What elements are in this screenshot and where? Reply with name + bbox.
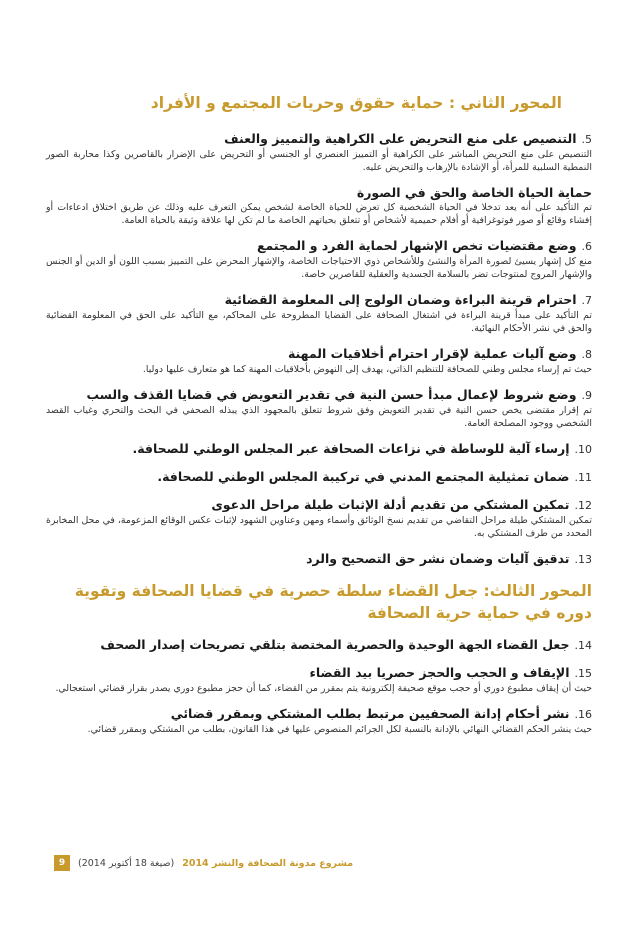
item-title: جعل القضاء الجهة الوحيدة والحصرية المختصة بتلقي تصريحات إصدار الصحف [100, 637, 570, 652]
page-number: 9 [54, 855, 70, 871]
section-2-heading: المحور الثاني : حماية حقوق وحريات المجتمع و الأفراد [150, 94, 562, 112]
item-number: 16. [574, 708, 592, 721]
list-item [46, 440, 592, 458]
item-title: احترام قرينة البراءة وضمان الولوج إلى المعلومة القضائية [224, 292, 577, 307]
item-body: حيث ينشر الحكم القضائي النهائي بالإدانة بالنسبة لكل الجرائم المنصوص عليها في هذا القانون، بطلب من المشتكي وبمقرر قضائي. [87, 724, 592, 735]
item-number: 15. [574, 667, 592, 680]
item-title: ضمان تمثيلية المجتمع المدني في تركيبة المجلس الوطني للصحافة. [157, 469, 570, 484]
item-body: حيث أن إيقاف مطبوع دوري أو حجب موقع صحيفة إلكترونية يتم بمقرر من القضاء، كما أن حجز مطبوع دوري يصدر بقرار قضائي استعجالي. [55, 683, 592, 694]
item-number: 11. [574, 471, 592, 484]
item-number: 8. [581, 348, 592, 361]
items-list-b [46, 636, 592, 736]
item-body: حيث تم إرساء مجلس وطني للصحافة للتنظيم الذاتي، يهدف إلى النهوض بأخلاقيات المهنة كما هو متعارف عليها دوليا. [142, 364, 592, 375]
list-item [46, 664, 592, 695]
item-title: إرساء آلية للوساطة في نزاعات الصحافة عبر المجلس الوطني للصحافة. [132, 441, 570, 456]
item-heading [46, 291, 592, 309]
footer-date: (صيغة 18 أكتوبر 2014) [78, 857, 175, 869]
item-heading [46, 550, 592, 568]
item-heading [46, 440, 592, 458]
item-heading [46, 237, 592, 255]
item-heading [46, 664, 592, 682]
section-3-heading [46, 580, 592, 624]
item-body: التنصيص على منع التحريض المباشر على الكراهية أو التمييز العنصري أو الجنسي أو التحريض على الإضرار بالقاصرين وكذا محاربة الصور النمطية السلبية للمرأة، أو الإشادة بالإرهاب والتحريض عليه. [46, 149, 592, 173]
item-number: 5. [581, 133, 592, 146]
item-heading [46, 636, 592, 654]
item-number: 9. [581, 389, 592, 402]
item-title: حماية الحياة الخاصة والحق في الصورة [356, 185, 592, 200]
list-item [46, 705, 592, 736]
item-heading [46, 386, 592, 404]
item-body: تم التأكيد على مبدأ قرينة البراءة في اشتغال الصحافة على القضايا المطروحة على المحاكم، مع التأكيد على الحق في المعلومة القضائية والحق في نشر الأحكام النهائية. [46, 310, 592, 334]
item-body: تمكين المشتكي طيلة مراحل التقاضي من تقديم نسخ الوثائق وأسماء ومهن وعناوين الشهود لإثبات عكس الوقائع المزعومة، في محل المخابرة المحدد من طرف المشتكي به. [45, 515, 592, 539]
list-item [46, 550, 592, 568]
item-heading [46, 496, 592, 514]
item-heading [46, 345, 592, 363]
item-body: تم إقرار مقتضى يخص حسن النية في تقدير التعويض وفق شروط تتعلق بالمجهود الذي يبذله الصحفي في البحث والتحري وغياب القصد الشخصي ووجود المصلحة العامة. [46, 405, 592, 429]
footer-title: مشروع مدونة الصحافة والنشر 2014 [182, 857, 354, 869]
section-3-heading-line2: دوره في حماية حرية الصحافة [367, 604, 592, 622]
item-heading [46, 184, 592, 201]
list-item [46, 386, 592, 430]
item-number: 6. [581, 240, 592, 253]
item-title: وضع مقتضيات تخص الإشهار لحماية الفرد و المجتمع [256, 238, 577, 253]
item-title: التنصيص على منع التحريض على الكراهية والتمييز والعنف [224, 131, 577, 146]
list-item [46, 291, 592, 335]
list-item [46, 130, 592, 174]
item-title: نشر أحكام إدانة الصحفيين مرتبط بطلب المشتكي وبمقرر قضائي [170, 706, 570, 721]
item-title: وضع آليات عملية لإقرار احترام أخلاقيات المهنة [287, 346, 577, 361]
item-number: 12. [574, 499, 592, 512]
item-heading [46, 705, 592, 723]
item-title: تدقيق آليات وضمان نشر حق التصحيح والرد [306, 551, 570, 566]
list-item [46, 184, 592, 227]
items-list-a [46, 130, 592, 568]
item-number: 14. [574, 639, 592, 652]
item-body: منع كل إشهار يسيئ لصورة المرأة والنشئ وللأشخاص ذوي الاحتياجات الخاصة، والإشهار المحرض على التمييز بسبب اللون أو الدين أو الجنس والإشهار المروج لمنتوجات تضر بالسلامة الجسدية والعقلية للقاصرين خاصة. [46, 256, 592, 280]
item-title: الإيقاف و الحجب والحجز حصريا بيد القضاء [309, 665, 570, 680]
item-title: وضع شروط لإعمال مبدأ حسن النية في تقدير التعويض في قضايا القذف والسب [86, 387, 577, 402]
item-body: تم التأكيد على أنه يعد تدخلا في الحياة الشخصية كل تعرض للحياة الخاصة لشخص يمكن التعرف عليه وذلك عن طريق اختلاق ادعاءات أو إفشاء وقائع أو صور فوتوغرافية أو أفلام حميمية لأشخاص أو تتعلق بحياتهم الخاصة ما لم تكن لها علاقة وثيقة بالحياة العامة. [46, 202, 592, 226]
list-item [46, 237, 592, 281]
item-number: 13. [574, 553, 592, 566]
list-item [46, 468, 592, 486]
item-heading [46, 468, 592, 486]
item-title: تمكين المشتكي من تقديم أدلة الإثبات طيلة مراحل الدعوى [211, 497, 570, 512]
list-item [46, 496, 592, 540]
content-area [46, 92, 592, 746]
section-3-heading-line1: المحور الثالث: جعل القضاء سلطة حصرية في قضايا الصحافة وتقوية [74, 582, 592, 600]
item-heading [46, 130, 592, 148]
list-item [46, 636, 592, 654]
list-item [46, 345, 592, 376]
page-footer [54, 855, 353, 871]
item-number: 10. [574, 443, 592, 456]
item-number: 7. [581, 294, 592, 307]
